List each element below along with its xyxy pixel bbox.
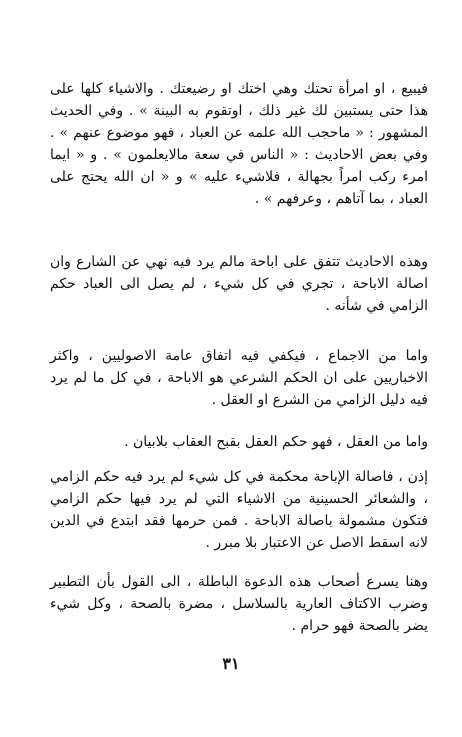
paragraph-text: وهنا يسرع أصحاب هذه الدعوة الباطلة ، الى القول بأن التطبير وضرب الاكتاف العارية بالسلاسل ، مضرة بالصحة ، وكل شيء يضر بالصحة فهو حرام .: [50, 574, 428, 634]
paragraph-text: وهذه الاحاديث تتفق على اباحة مالم يرد فيه نهي عن الشارع وان اصالة الاباحة ، تجري في كل شيء ، لم يصل الى العباد حكم الزامي في شأنه .: [50, 254, 428, 314]
paragraph-4: [50, 431, 428, 453]
paragraph-text: واما من العقل ، فهو حكم العقل بقبح العقاب بلابيان .: [124, 434, 428, 450]
page-number: ٣١: [222, 654, 240, 673]
paragraph-text: إذن ، فاصالة الإباحة محكمة في كل شيء لم يرد فيه حكم الزامي ، والشعائر الحسينية من الاشياء التي لم يرد فيها حكم الزامي فتكون مشمولة باصالة الاباحة . فمن حرمها فقد ابتدع في الدين لانه اسقط الاصل عن الاعتبار بلا مبرر .: [50, 469, 428, 551]
paragraph-text: فيبيع ، او امرأة تحتك وهي اختك او رضيعتك . والاشياء كلها على هذا حتى يستبين لك غير ذلك ، اوتقوم به البينة » . وفي الحديث المشهور : « ماحجب الله علمه عن العباد ، فهو موضوع عنهم » . وفي بعض الاحاديث : « الناس في سعة مالايعلمون » . و « ايما امرء ركب امراً بجهالة ، فلاشيء عليه » و « ان الله يحتج على العباد ، بما آتاهم ، وعرفهم » .: [50, 81, 428, 207]
paragraph-text: واما من الاجماع ، فيكفي فيه اتفاق عامة الاصوليين ، واكثر الاخباريين على ان الحكم الشرعي هو الاباحة ، في كل ما لم يرد فيه دليل الزامي من الشرع او العقل .: [50, 348, 428, 408]
paragraph-1: [50, 78, 428, 210]
paragraph-5: [50, 466, 428, 554]
paragraph-2: [50, 251, 428, 317]
paragraph-6: [50, 571, 428, 637]
paragraph-3: [50, 345, 428, 411]
